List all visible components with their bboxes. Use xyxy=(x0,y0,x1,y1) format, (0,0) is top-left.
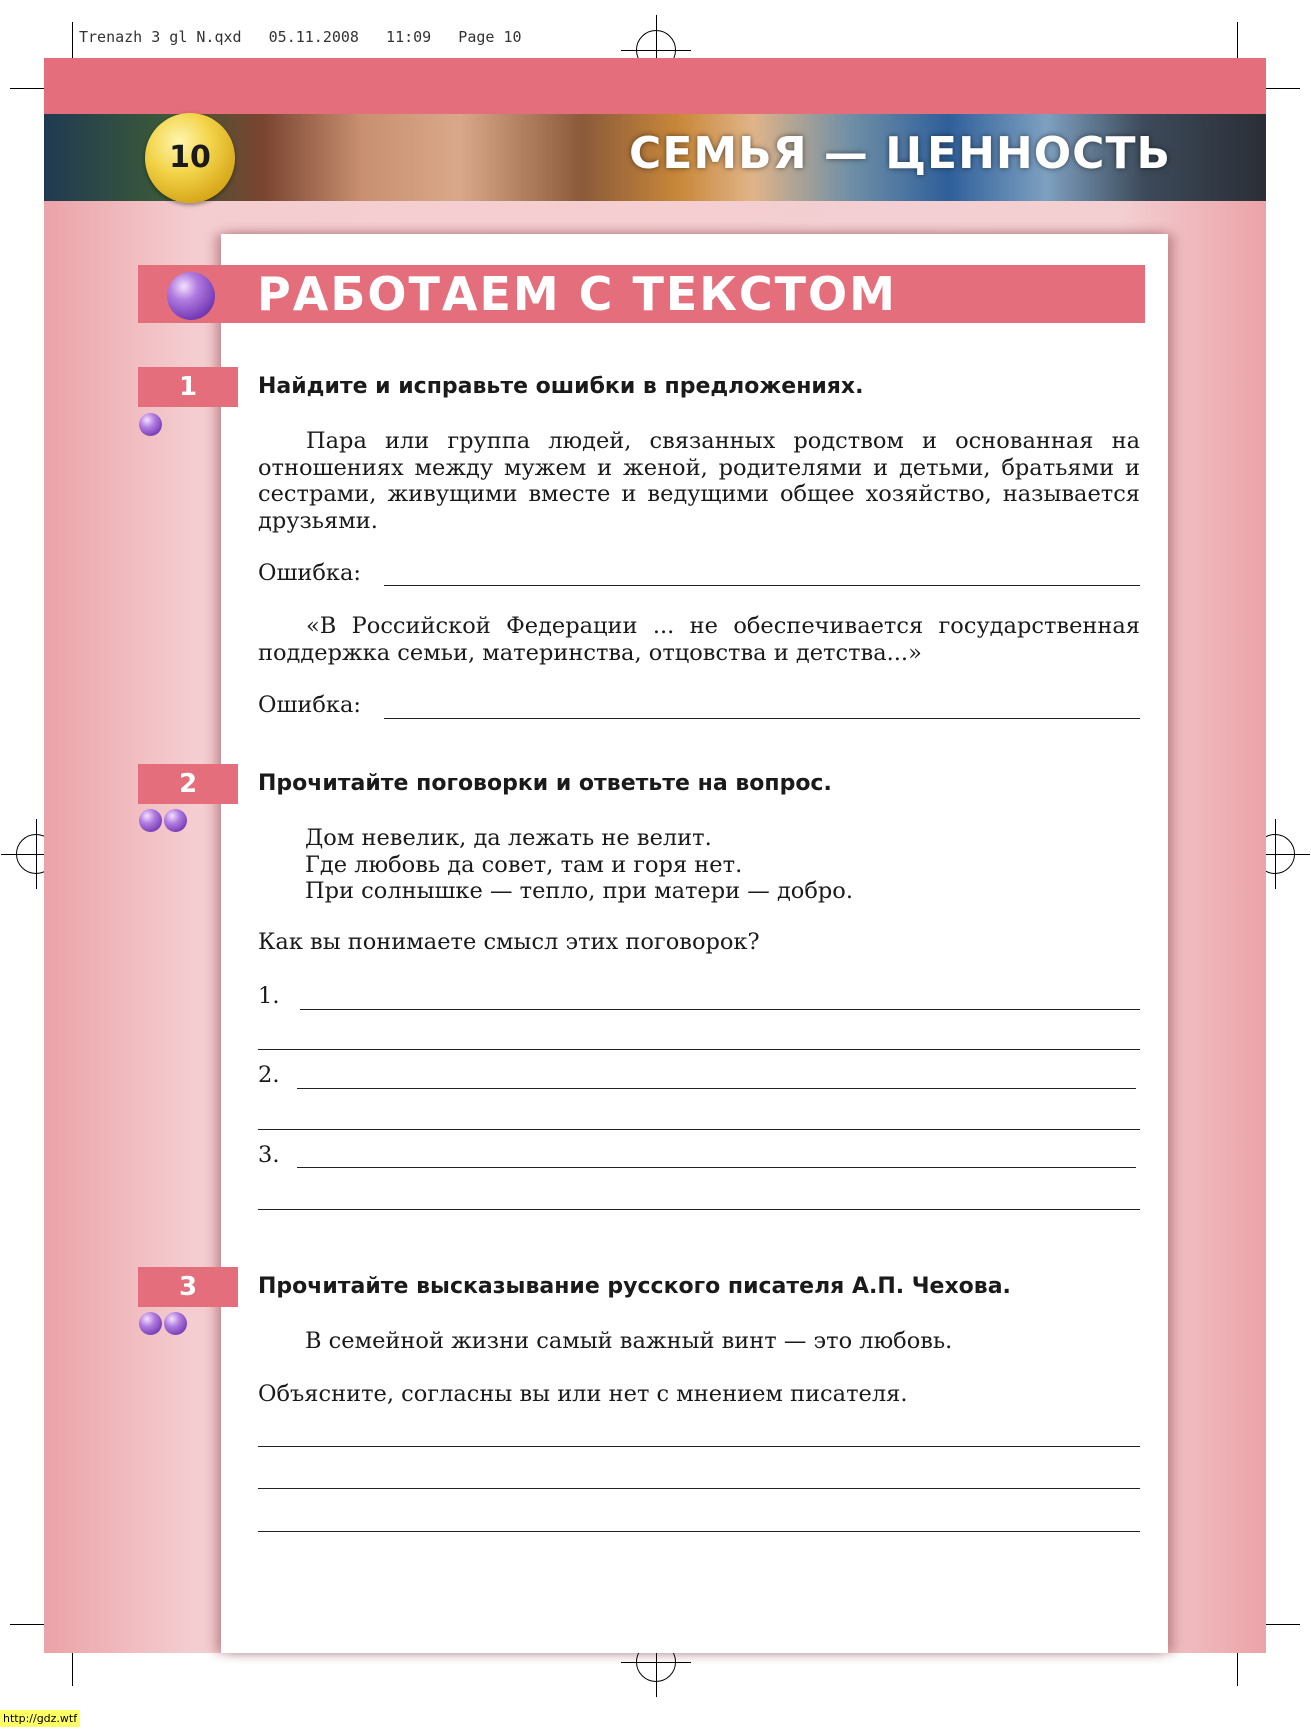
task-number-tab: 2 xyxy=(138,764,238,804)
banner-title: СЕМЬЯ — ЦЕННОСТЬ xyxy=(629,128,1171,179)
task-title: Прочитайте высказывание русского писателя А.П. Чехова. xyxy=(258,1274,1011,1299)
instruction-text: Объясните, согласны вы или нет с мнением писателя. xyxy=(258,1381,908,1407)
footer-url[interactable]: http://gdz.wtf xyxy=(0,1710,80,1727)
question-text: Как вы понимаете смысл этих поговорок? xyxy=(258,929,760,955)
difficulty-dot-icon xyxy=(164,809,187,832)
section-title: РАБОТАЕМ С ТЕКСТОМ xyxy=(257,267,897,321)
answer-line[interactable] xyxy=(297,1088,1136,1089)
answer-line[interactable] xyxy=(300,1009,1140,1010)
answer-number: 3. xyxy=(258,1142,280,1168)
difficulty-dot-icon xyxy=(139,809,162,832)
answer-line[interactable] xyxy=(297,1167,1136,1168)
answer-number: 2. xyxy=(258,1062,280,1088)
difficulty-dots xyxy=(139,809,187,833)
saying: Где любовь да совет, там и горя нет. xyxy=(305,851,743,878)
task-text: «В Российской Федерации ... не обеспечивается государственная поддержка семьи, материнства, отцовства и детства...» xyxy=(258,613,1140,666)
difficulty-dots xyxy=(139,1312,187,1336)
answer-number: 1. xyxy=(258,983,280,1009)
answer-line[interactable] xyxy=(258,1049,1140,1050)
difficulty-dot-icon xyxy=(164,1312,187,1335)
answer-line[interactable] xyxy=(258,1531,1140,1532)
answer-line[interactable] xyxy=(384,585,1140,586)
task-text: Пара или группа людей, связанных родством и основанная на отношениях между мужем и женой, родителями и детьми, братьями и сестрами, живущими вместе и ведущими общее хозяйство, называется друзьями. xyxy=(258,428,1140,534)
error-label: Ошибка: xyxy=(258,560,361,586)
sayings-list xyxy=(305,825,853,905)
answer-line[interactable] xyxy=(258,1209,1140,1210)
saying: При солнышке — тепло, при матери — добро. xyxy=(305,878,853,904)
answer-line[interactable] xyxy=(258,1446,1140,1447)
answer-line[interactable] xyxy=(258,1129,1140,1130)
difficulty-dot-icon xyxy=(139,1312,162,1335)
difficulty-dots xyxy=(139,413,162,437)
difficulty-dot-icon xyxy=(139,413,162,436)
quote-text: В семейной жизни самый важный винт — это любовь. xyxy=(305,1328,953,1354)
page-number-badge: 10 xyxy=(145,113,235,203)
answer-line[interactable] xyxy=(384,718,1140,719)
top-color-band xyxy=(44,58,1266,114)
task-number-tab: 3 xyxy=(138,1267,238,1307)
sphere-icon xyxy=(167,272,215,320)
task-title: Найдите и исправьте ошибки в предложениях. xyxy=(258,374,864,399)
saying: Дом невелик, да лежать не велит. xyxy=(305,825,712,851)
print-slug: Trenazh 3 gl N.qxd 05.11.2008 11:09 Page 10 xyxy=(79,28,522,46)
answer-line[interactable] xyxy=(258,1488,1140,1489)
error-label: Ошибка: xyxy=(258,692,361,718)
task-title: Прочитайте поговорки и ответьте на вопрос. xyxy=(258,771,832,796)
task-number-tab: 1 xyxy=(138,367,238,407)
